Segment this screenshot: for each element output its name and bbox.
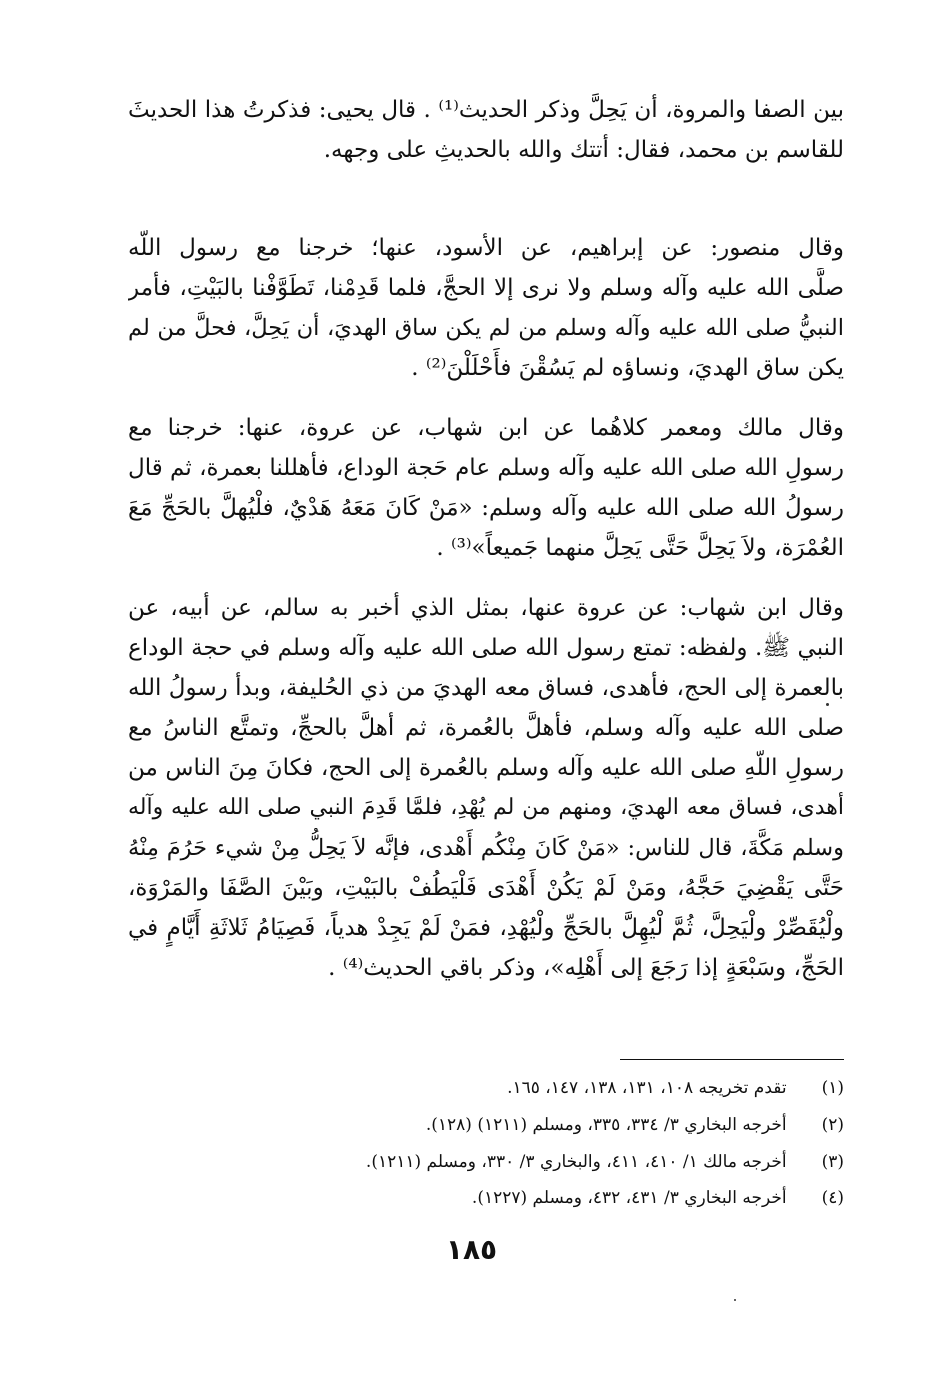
text-line: وقال ابن شهاب: عن عروة عنها، بمثل الذي أخبر به سالم، عن أبيه، عن xyxy=(128,595,844,621)
text-line: وقال منصور: عن إبراهيم، عن الأسود، عنها؛ خرجنا مع رسول اللّه xyxy=(128,235,844,261)
text-line: النبي ﷺ. ولفظه: تمتع رسول الله صلى الله عليه وآله وسلم في حجة الوداع xyxy=(128,635,844,661)
text-line: للقاسم بن محمد، فقال: أتتك والله بالحديثِ على وجهه. xyxy=(323,137,844,163)
page-number: ١٨٥ xyxy=(445,1233,498,1266)
text-line: رسولُ الله صلى الله عليه وآله وسلم: «مَنْ كَانَ مَعَهُ هَدْيٌ، فلْيُهلَّ بالحَجِّ مَعَ xyxy=(128,495,844,521)
text-line: بالعمرة إلى الحج، فأهدى، فساق معه الهديَ من ذي الحُليفة، وبدأ رسولُ الله xyxy=(128,675,844,701)
text-line: حَتَّى يَقْضِيَ حَجَّهُ، ومَنْ لَمْ يَكُنْ أَهْدَى فَلْيَطُفْ بالبَيْتِ، وبَيْنَ الصَّفَا والمَرْوَة، xyxy=(128,875,844,901)
footnote-divider xyxy=(620,1059,844,1060)
paragraph-3 xyxy=(128,408,844,568)
text-line: وسلم مَكَّةَ، قال للناس: «مَنْ كَانَ مِنْكُم أَهْدى، فإنَّه لاَ يَحِلُّ مِنْ شيء حَرُمَ مِنْهُ xyxy=(128,835,844,861)
footnote-text: أخرجه مالك ١/ ٤١٠، ٤١١، والبخاري ٣/ ٣٣٠، ومسلم (١٢١١). xyxy=(365,1152,787,1172)
paragraph-2 xyxy=(128,228,844,388)
paragraph-4 xyxy=(128,588,844,988)
text-line: رسولِ اللّهِ صلى الله عليه وآله وسلم بالعُمرة إلى الحج، فكانَ مِنَ الناس من xyxy=(128,755,844,781)
text-line: الحَجِّ، وسَبْعَةٍ إذا رَجَعَ إلى أَهْلِه»، وذكر باقي الحديث⁽⁴⁾ . xyxy=(328,955,844,981)
text-line: صلَّى الله عليه وآله وسلم ولا نرى إلا الحجَّ، فلما قَدِمْنا، تَطَوَّفْنا بالبَيْتِ، فأمر xyxy=(128,275,844,301)
text-line: رسولِ الله صلى الله عليه وآله وسلم عام حَجة الوداع، فأهللنا بعمرة، ثم قال xyxy=(128,455,844,481)
footnote-number: (١) xyxy=(821,1078,844,1098)
footnote-number: (٢) xyxy=(821,1115,844,1135)
text-line: ولْيُقَصِّرْ ولْيَحِلَّ، ثُمَّ لْيُهِلَّ بالحَجِّ ولْيُهْدِ، فمَنْ لَمْ يَجِدْ هدياً، فَصِيَامُ ثَلاثَةِ أَيَّامٍ في xyxy=(128,915,844,941)
text-line: أهدى، فساق معه الهديَ، ومنهم من لم يُهْدِ، فلمَّا قَدِمَ النبي صلى الله عليه وآله xyxy=(128,795,844,820)
scan-speck xyxy=(734,1299,736,1301)
footnote-3 xyxy=(300,1151,844,1173)
footnote-4 xyxy=(300,1187,844,1209)
text-line: وقال مالك ومعمر كلاهُما عن ابن شهاب، عن عروة، عنها: خرجنا مع xyxy=(128,415,844,441)
text-line: يكن ساق الهديَ، ونساؤه لم يَسُقْنَ فأَحْلَلْنَ⁽²⁾ . xyxy=(411,355,844,381)
footnote-2 xyxy=(300,1114,844,1136)
text-line: العُمْرَة، ولاَ يَحِلَّ حَتَّى يَحِلَّ منهما جَميعاً»⁽³⁾ . xyxy=(436,535,844,561)
scan-speck xyxy=(826,703,829,706)
text-line: صلى الله عليه وآله وسلم، فأهلَّ بالعُمرة، ثم أهلَّ بالحجِّ، وتمتَّع الناسُ مع xyxy=(128,715,844,741)
footnote-number: (٤) xyxy=(821,1188,844,1208)
paragraph-1 xyxy=(128,90,844,170)
footnote-1 xyxy=(300,1077,844,1099)
footnote-number: (٣) xyxy=(821,1152,844,1172)
footnote-text: أخرجه البخاري ٣/ ٤٣١، ٤٣٢، ومسلم (١٢٢٧). xyxy=(471,1188,787,1208)
footnote-text: تقدم تخريجه ١٠٨، ١٣١، ١٣٨، ١٤٧، ١٦٥. xyxy=(507,1078,787,1098)
text-line: بين الصفا والمروة، أن يَحِلَّ وذكر الحديث⁽¹⁾ . قال يحيى: فذكرتُ هذا الحديثَ xyxy=(128,97,844,123)
text-line: النبيُّ صلى الله عليه وآله وسلم من لم يكن ساق الهديَ، أن يَحِلَّ، فحلَّ من لم xyxy=(128,315,844,341)
footnote-text: أخرجه البخاري ٣/ ٣٣٤، ٣٣٥، ومسلم (١٢١١) (١٢٨). xyxy=(425,1115,787,1135)
